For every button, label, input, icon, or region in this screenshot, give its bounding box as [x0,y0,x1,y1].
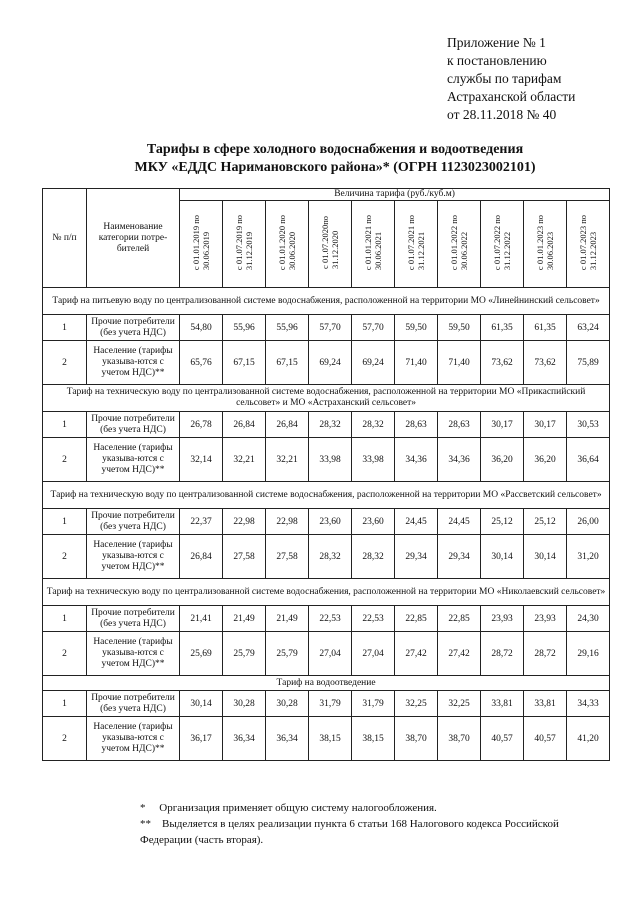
tariff-value: 38,70 [438,717,481,761]
tariff-value: 36,17 [180,717,223,761]
tariff-value: 34,36 [395,438,438,482]
appendix-line: Приложение № 1 [447,35,546,50]
document-title [40,141,630,177]
tariff-value: 30,28 [223,691,266,717]
tariff-value: 30,53 [567,412,610,438]
tariff-value: 26,84 [266,412,309,438]
tariff-value: 33,81 [481,691,524,717]
tariff-value: 23,60 [352,509,395,535]
tariff-value: 34,36 [438,438,481,482]
table-body [43,288,610,761]
tariff-value: 32,21 [223,438,266,482]
appendix-line: к постановлению [447,53,547,68]
tariff-value: 38,15 [309,717,352,761]
title-line-1: Тарифы в сфере холодного водоснабжения и водоотведения [146,142,524,157]
tariff-value: 61,35 [524,315,567,341]
tariff-value: 32,21 [266,438,309,482]
period-label: с 01.01.2020 по 30.06.2020 [277,214,297,271]
tariff-value: 25,79 [266,632,309,676]
tariff-value: 30,14 [524,535,567,579]
tariff-value: 41,20 [567,717,610,761]
tariff-value: 25,12 [524,509,567,535]
tariff-value: 30,14 [481,535,524,579]
table-row [43,632,610,676]
row-number: 1 [43,509,87,535]
tariff-value: 22,37 [180,509,223,535]
tariff-value: 28,63 [438,412,481,438]
row-category: Прочие потребители (без учета НДС) [87,509,180,535]
section-heading-row [43,385,610,412]
section-heading: Тариф на питьевую воду по централизованной системе водоснабжения, расположенной на территории МО «Линейнинский сельсовет» [43,288,610,315]
period-label: с 01.01.2019 по 30.06.2019 [191,214,211,271]
tariff-value: 30,17 [481,412,524,438]
tariff-value: 71,40 [438,341,481,385]
row-number: 2 [43,632,87,676]
tariff-value: 29,16 [567,632,610,676]
period-header [395,201,438,288]
row-category: Население (тарифы указыва-ются с учетом НДС)** [87,438,180,482]
tariff-value: 75,89 [567,341,610,385]
table-row [43,535,610,579]
tariff-value: 31,79 [309,691,352,717]
tariff-value: 73,62 [524,341,567,385]
tariff-value: 59,50 [395,315,438,341]
tariff-value: 36,20 [481,438,524,482]
tariff-value: 28,72 [524,632,567,676]
row-number: 1 [43,606,87,632]
tariff-value: 22,53 [352,606,395,632]
tariff-value: 27,58 [266,535,309,579]
period-label: с 01.07.2020по 31.12.2020 [320,216,340,269]
tariff-value: 57,70 [352,315,395,341]
row-category: Население (тарифы указыва-ются с учетом НДС)** [87,535,180,579]
tariff-value: 55,96 [266,315,309,341]
row-number: 2 [43,717,87,761]
table-row [43,315,610,341]
period-label: с 01.01.2021 по 30.06.2021 [363,214,383,271]
tariff-value: 28,63 [395,412,438,438]
row-number: 1 [43,412,87,438]
tariff-value: 29,34 [395,535,438,579]
period-label: с 01.01.2023 по 30.06.2023 [535,214,555,271]
section-heading-row [43,482,610,509]
tariff-value: 31,20 [567,535,610,579]
tariff-value: 22,85 [395,606,438,632]
tariff-value: 28,32 [309,535,352,579]
tariff-value: 36,34 [223,717,266,761]
tariff-value: 36,34 [266,717,309,761]
period-header [180,201,223,288]
section-heading: Тариф на техническую воду по централизованной системе водоснабжения, расположенной на территории МО «Прикаспийский сельсовет» и МО «Астраханский сельсовет» [43,385,610,412]
period-header [481,201,524,288]
period-label: с 01.07.2019 по 31.12.2019 [234,214,254,271]
tariff-value: 32,25 [438,691,481,717]
period-label: с 01.07.2023 по 31.12.2023 [578,214,599,271]
tariff-value: 26,84 [223,412,266,438]
tariff-value: 71,40 [395,341,438,385]
tariff-value: 40,57 [481,717,524,761]
row-category: Прочие потребители (без учета НДС) [87,412,180,438]
tariff-value: 61,35 [481,315,524,341]
tariff-value: 67,15 [223,341,266,385]
tariff-value: 63,24 [567,315,610,341]
row-number: 2 [43,341,87,385]
tariff-value: 33,98 [352,438,395,482]
tariff-value: 21,49 [266,606,309,632]
row-category: Население (тарифы указыва-ются с учетом НДС)** [87,632,180,676]
tariff-value: 36,20 [524,438,567,482]
table-row [43,717,610,761]
tariff-value: 24,45 [438,509,481,535]
table-row [43,691,610,717]
tariff-value: 69,24 [309,341,352,385]
tariff-value: 27,58 [223,535,266,579]
tariff-value: 57,70 [309,315,352,341]
tariff-value: 59,50 [438,315,481,341]
tariff-value: 27,04 [309,632,352,676]
appendix-line: от 28.11.2018 № 40 [447,107,557,122]
tariff-value: 73,62 [481,341,524,385]
period-header [352,201,395,288]
tariff-value: 29,34 [438,535,481,579]
section-heading: Тариф на техническую воду по централизованной системе водоснабжения, расположенной на территории МО «Николаевский сельсовет» [43,579,610,606]
appendix-block [447,34,627,124]
tariff-value: 23,93 [481,606,524,632]
section-heading-row [43,676,610,691]
tariff-value: 27,42 [438,632,481,676]
header-num: № п/п [43,189,87,288]
row-number: 2 [43,438,87,482]
tariff-value: 24,30 [567,606,610,632]
period-label: с 01.07.2022 по 31.12.2022 [492,214,512,271]
table-row [43,412,610,438]
section-heading: Тариф на техническую воду по централизованной системе водоснабжения, расположенной на территории МО «Рассветский сельсовет» [43,482,610,509]
tariff-value: 33,98 [309,438,352,482]
tariff-value: 22,98 [223,509,266,535]
row-category: Прочие потребители (без учета НДС) [87,606,180,632]
header-magnitude: Величина тарифа (руб./куб.м) [180,189,610,201]
tariff-value: 34,33 [567,691,610,717]
tariff-value: 26,84 [180,535,223,579]
tariff-value: 69,24 [352,341,395,385]
appendix-line: Астраханской области [447,89,576,104]
row-category: Население (тарифы указыва-ются с учетом НДС)** [87,341,180,385]
tariff-value: 32,14 [180,438,223,482]
table-row [43,438,610,482]
tariff-value: 31,79 [352,691,395,717]
tariff-value: 54,80 [180,315,223,341]
footnote-star2: ** Выделяется в целях реализации пункта 6 статьи 168 Налогового кодекса Российской Федерации (часть вторая). [140,818,562,846]
section-heading-row [43,288,610,315]
tariff-value: 27,42 [395,632,438,676]
footnote-star1: * Организация применяет общую систему налогообложения. [140,802,437,814]
period-header [223,201,266,288]
tariff-value: 38,70 [395,717,438,761]
tariff-value: 26,00 [567,509,610,535]
tariff-value: 21,49 [223,606,266,632]
tariff-value: 22,53 [309,606,352,632]
period-header [524,201,567,288]
row-category: Население (тарифы указыва-ются с учетом НДС)** [87,717,180,761]
period-header [266,201,309,288]
tariff-value: 40,57 [524,717,567,761]
tariff-value: 25,69 [180,632,223,676]
period-header [438,201,481,288]
section-heading: Тариф на водоотведение [43,676,610,691]
tariff-value: 28,32 [352,535,395,579]
period-header [309,201,352,288]
tariff-value: 21,41 [180,606,223,632]
table-row [43,606,610,632]
row-category: Прочие потребители (без учета НДС) [87,315,180,341]
tariff-value: 65,76 [180,341,223,385]
tariff-value: 28,32 [352,412,395,438]
period-header [567,201,610,288]
row-number: 2 [43,535,87,579]
tariff-value: 28,32 [309,412,352,438]
tariff-value: 36,64 [567,438,610,482]
tariff-table [42,188,610,761]
table-row [43,509,610,535]
footnotes [140,800,610,848]
section-heading-row [43,579,610,606]
period-label: с 01.07.2021 по 31.12.2021 [406,214,426,271]
appendix-line: службы по тарифам [447,71,562,86]
tariff-value: 27,04 [352,632,395,676]
tariff-value: 67,15 [266,341,309,385]
tariff-value: 30,28 [266,691,309,717]
tariff-value: 26,78 [180,412,223,438]
tariff-value: 30,17 [524,412,567,438]
tariff-value: 32,25 [395,691,438,717]
title-line-2: МКУ «ЕДДС Наримановского района»* (ОГРН 1123023002101) [134,160,536,175]
header-category: Наименование категории потре-бителей [87,189,180,288]
tariff-value: 23,93 [524,606,567,632]
table-row [43,341,610,385]
row-number: 1 [43,315,87,341]
tariff-value: 25,12 [481,509,524,535]
tariff-value: 28,72 [481,632,524,676]
tariff-value: 25,79 [223,632,266,676]
tariff-value: 30,14 [180,691,223,717]
tariff-value: 22,85 [438,606,481,632]
tariff-value: 24,45 [395,509,438,535]
period-label: с 01.01.2022 по 30.06.2022 [449,214,469,271]
tariff-value: 55,96 [223,315,266,341]
row-number: 1 [43,691,87,717]
row-category: Прочие потребители (без учета НДС) [87,691,180,717]
tariff-value: 23,60 [309,509,352,535]
tariff-value: 33,81 [524,691,567,717]
tariff-value: 38,15 [352,717,395,761]
tariff-value: 22,98 [266,509,309,535]
